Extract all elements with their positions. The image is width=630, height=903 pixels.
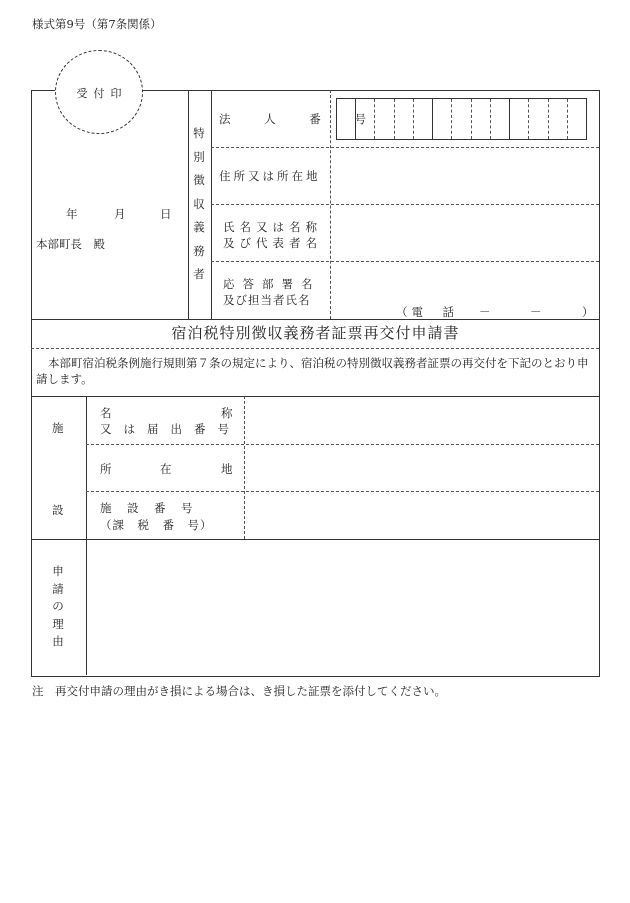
divider <box>244 396 245 539</box>
divider <box>86 491 599 492</box>
digit-box[interactable] <box>510 99 529 139</box>
facility-name-field[interactable] <box>246 398 598 443</box>
name-label-line1: 氏名又は名称 <box>223 220 322 234</box>
reason-field[interactable] <box>88 541 598 674</box>
divider <box>188 90 189 319</box>
phone-separator: － <box>479 305 491 319</box>
facility-location-label-b: 在 <box>160 462 172 476</box>
name-field[interactable] <box>332 206 598 260</box>
reason-vertical-label <box>51 566 65 648</box>
receipt-stamp-area <box>55 50 143 134</box>
facility-location-label-a: 所 <box>100 462 112 476</box>
divider <box>31 396 599 397</box>
reason-label-char: 由 <box>52 634 64 648</box>
address-label: 住所又は所在地 <box>219 169 321 183</box>
form-number-label: 様式第9号（第7条関係） <box>32 17 162 31</box>
facility-location-label-c: 地 <box>221 462 233 476</box>
facility-label-bottom: 設 <box>52 503 64 517</box>
receipt-stamp-label: 受付印 <box>76 87 128 100</box>
digit-box[interactable] <box>356 99 375 139</box>
intro-text: 本部町宿泊税条例施行規則第７条の規定により、宿泊税の特別徴収義務者証票の再交付を下記のとおり申請します。 <box>36 356 589 386</box>
divider <box>211 261 599 262</box>
digit-box[interactable] <box>491 99 510 139</box>
facility-name-label-b: 称 <box>221 406 233 420</box>
phone-close: ） <box>582 305 594 319</box>
facility-location-field[interactable] <box>246 446 598 490</box>
divider <box>86 444 599 445</box>
obligor-label-char: 者 <box>193 267 205 281</box>
date-month-label: 月 <box>114 207 126 221</box>
digit-box[interactable] <box>549 99 568 139</box>
divider <box>86 396 87 675</box>
digit-box[interactable] <box>568 99 586 139</box>
phone-separator: － <box>530 305 542 319</box>
digit-box[interactable] <box>472 99 491 139</box>
reason-label-char: 請 <box>52 581 64 596</box>
date-day-label: 日 <box>160 207 172 221</box>
facility-number-field[interactable] <box>246 493 598 538</box>
divider <box>211 204 599 205</box>
divider <box>31 539 599 540</box>
footnote: 注 再交付申請の理由がき損による場合は、き損した証票を添付してください。 <box>32 684 446 698</box>
obligor-label-char: 務 <box>193 243 205 258</box>
corporate-number-boxes[interactable] <box>336 98 587 140</box>
contact-label-line2: 及び担当者氏名 <box>223 293 311 307</box>
facility-number-label-line2: （課 税 番 号） <box>100 518 213 532</box>
name-label-line2: 及び代表者名 <box>223 236 322 250</box>
digit-box[interactable] <box>433 99 452 139</box>
digit-box[interactable] <box>337 99 356 139</box>
obligor-label-char: 特 <box>193 126 205 140</box>
addressee-label: 本部町長 殿 <box>36 237 105 251</box>
obligor-label-char: 徴 <box>193 173 205 187</box>
divider <box>211 147 599 148</box>
digit-box[interactable] <box>414 99 433 139</box>
contact-label-line1: 応答部署名 <box>223 277 321 291</box>
facility-number-label-line1: 施 設 番 号 <box>100 501 195 515</box>
reason-label-char: 理 <box>52 616 64 631</box>
obligor-label-char: 義 <box>193 220 205 234</box>
date-year-label: 年 <box>66 207 78 221</box>
obligor-vertical-label <box>192 128 206 281</box>
facility-name-label-line2: 又は届出番号 <box>100 422 241 436</box>
reason-label-char: 申 <box>52 564 64 578</box>
digit-box[interactable] <box>395 99 414 139</box>
digit-box[interactable] <box>452 99 471 139</box>
digit-box[interactable] <box>375 99 394 139</box>
digit-box[interactable] <box>529 99 548 139</box>
contact-field[interactable] <box>332 263 598 303</box>
reason-label-char: の <box>52 599 64 613</box>
obligor-label-char: 収 <box>193 196 205 211</box>
form-title: 宿泊税特別徴収義務者証票再交付申請書 <box>171 324 460 342</box>
address-field[interactable] <box>332 149 598 203</box>
corporate-number-label: 法 人 番 号 <box>219 112 381 126</box>
facility-label-top: 施 <box>52 421 64 435</box>
phone-label: （電 話 <box>396 305 458 319</box>
divider <box>31 348 599 349</box>
obligor-label-char: 別 <box>193 149 205 164</box>
facility-name-label-a: 名 <box>100 406 112 420</box>
